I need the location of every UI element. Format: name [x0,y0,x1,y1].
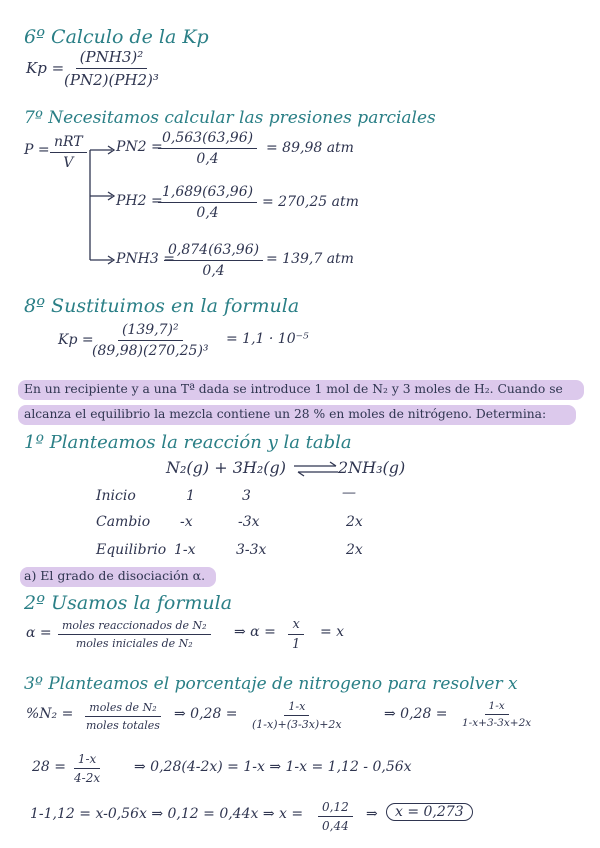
kp-sub-denominator: (89,98)(270,25)³ [92,343,209,359]
line2-fraction [70,752,104,785]
kp-sub-numerator: (139,7)² [118,322,183,341]
pnh3-label: PNH3 = [116,251,175,267]
cell-cambio-n2: -x [180,514,193,530]
step2-denominator: 1-x+3-3x+2x [462,717,532,729]
pressure-formula-denominator: V [63,155,74,171]
cell-cambio-h2: -3x [238,514,260,530]
kp-numerator: (PNH3)² [76,48,148,69]
pct-n2-fraction [82,701,164,732]
ph2-fraction [158,184,257,221]
step2-fraction [458,700,535,729]
cell-cambio-nh3: 2x [346,514,363,530]
ph2-label: PH2 = [116,193,163,209]
ph2-denominator: 0,4 [196,205,219,221]
step1-denominator: (1-x)+(3-3x)+2x [252,718,342,731]
section-3-title: 3º Planteamos el porcentaje de nitrogeno para resolver x [24,674,518,694]
kp-expression [60,48,163,89]
step1-fraction [248,700,346,731]
alpha-label: α = [26,625,52,641]
pnh3-denominator: 0,4 [202,263,225,279]
section-6-title: 6º Calculo de la Kp [24,26,209,48]
line2-numerator: 1-x [74,752,100,769]
pnh3-numerator: 0,874(63,96) [164,242,263,261]
cell-inicio-h2: 3 [242,488,251,504]
pnh3-result: = 139,7 atm [266,251,354,267]
step2-numerator: 1-x [485,700,509,715]
kp-sub-fraction [88,322,213,359]
step1-numerator: 1-x [284,700,309,716]
row-label-cambio: Cambio [96,514,151,530]
line3-denominator: 0,44 [322,819,349,833]
problem-line-2: alcanza el equilibrio la mezcla contiene un 28 % en moles de nitrógeno. Determina: [24,407,547,421]
kp-sub-result: = 1,1 · 10⁻⁵ [226,331,309,347]
pn2-denominator: 0,4 [196,151,219,167]
alpha-fraction [58,619,211,650]
pn2-fraction [158,130,257,167]
line3-equation: 1-1,12 = x-0,56x ⇒ 0,12 = 0,44x ⇒ x = [30,806,304,822]
problem-line-1: En un recipiente y a una Tª dada se introduce 1 mol de N₂ y 3 moles de H₂. Cuando se [24,382,563,396]
kp-label: Kp = [26,59,65,77]
alpha-numerator: moles reaccionados de N₂ [58,619,211,635]
pressure-formula [50,134,87,171]
pnh3-fraction [164,242,263,279]
cell-equilibrio-h2: 3-3x [236,542,267,558]
line2-label: 28 = [32,759,66,775]
pn2-numerator: 0,563(63,96) [158,130,257,149]
cell-inicio-n2: 1 [186,488,195,504]
row-label-equilibrio: Equilibrio [96,542,167,558]
section-2-title: 2º Usamos la formula [24,592,233,614]
section-8-title: 8º Sustituimos en la formula [24,295,300,317]
pressure-formula-label: P = [24,142,50,158]
branch-arrows [88,148,128,288]
reaction-left: N₂(g) + 3H₂(g) [166,458,286,477]
step1-label: ⇒ 0,28 = [174,706,238,722]
pct-n2-label: %N₂ = [26,706,74,722]
pct-n2-denominator: moles totales [86,719,160,732]
ph2-numerator: 1,689(63,96) [158,184,257,203]
alpha-result: = x [320,624,345,640]
section-1-title: 1º Planteamos la reacción y la tabla [24,432,352,453]
pn2-label: PN2 = [116,139,163,155]
alpha-x-fraction [288,617,304,652]
kp-denominator: (PN2)(PH2)³ [64,71,159,89]
alpha-denominator: moles iniciales de N₂ [75,637,193,650]
kp-sub-label: Kp = [58,332,94,348]
pn2-result: = 89,98 atm [266,140,354,156]
alpha-implies: ⇒ α = [234,624,276,640]
line2-denominator: 4-2x [74,771,101,785]
alpha-x-numerator: x [288,617,303,635]
line3-arrow: ⇒ [366,806,378,822]
line3-fraction [318,800,353,833]
equilibrium-arrows-icon [294,462,340,476]
cell-inicio-nh3: — [342,485,356,501]
question-a: a) El grado de disociación α. [24,568,206,583]
pressure-formula-numerator: nRT [50,134,87,153]
reaction-right: 2NH₃(g) [338,458,406,477]
pct-n2-numerator: moles de N₂ [85,701,160,717]
line3-numerator: 0,12 [318,800,353,817]
cell-equilibrio-n2: 1-x [174,542,196,558]
row-label-inicio: Inicio [96,488,136,504]
ph2-result: = 270,25 atm [262,194,359,210]
line2-rest: ⇒ 0,28(4-2x) = 1-x ⇒ 1-x = 1,12 - 0,56x [134,759,412,775]
step2-label: ⇒ 0,28 = [384,706,448,722]
final-answer-box: x = 0,273 [386,803,473,821]
alpha-x-denominator: 1 [292,637,301,652]
cell-equilibrio-nh3: 2x [346,542,363,558]
section-7-title: 7º Necesitamos calcular las presiones parciales [24,108,436,128]
